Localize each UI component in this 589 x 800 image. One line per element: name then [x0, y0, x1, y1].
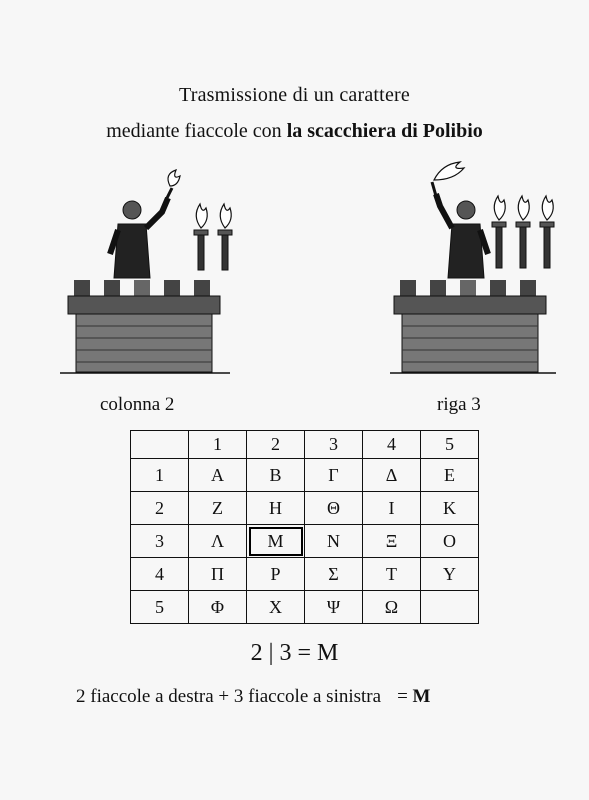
letter-cell: Φ — [189, 591, 247, 624]
row-header: 1 — [131, 459, 189, 492]
table-row — [131, 492, 479, 525]
torchbearer-figure — [110, 170, 180, 278]
highlighted-letter-cell: Μ — [247, 525, 305, 558]
explanation — [76, 686, 430, 708]
row-header: 4 — [131, 558, 189, 591]
table-row — [131, 525, 479, 558]
explanation-equals: = — [397, 686, 408, 707]
letter-cell: Ρ — [247, 558, 305, 591]
column-header: 2 — [247, 431, 305, 459]
letter-cell — [421, 591, 479, 624]
letter-cell: Θ — [305, 492, 363, 525]
tower-body-right — [390, 280, 556, 373]
torches-right — [492, 196, 554, 268]
letter-cell: Ε — [421, 459, 479, 492]
letter-cell: Ψ — [305, 591, 363, 624]
letter-cell: Ω — [363, 591, 421, 624]
explanation-result: M — [412, 686, 431, 707]
column-header: 4 — [363, 431, 421, 459]
column-header: 3 — [305, 431, 363, 459]
left-tower-illustration — [60, 168, 240, 376]
table-row — [131, 459, 479, 492]
letter-cell: Γ — [305, 459, 363, 492]
letter-cell: Λ — [189, 525, 247, 558]
title-line-2-bold: la scacchiera di Polibio — [286, 120, 483, 142]
letter-cell: Υ — [421, 558, 479, 591]
title-line-2 — [0, 120, 589, 143]
table-row — [131, 558, 479, 591]
corner-cell — [131, 431, 189, 459]
letter-cell: Ν — [305, 525, 363, 558]
row-header: 3 — [131, 525, 189, 558]
letter-cell: Χ — [247, 591, 305, 624]
letter-cell: Π — [189, 558, 247, 591]
torches-left — [194, 204, 232, 270]
table-row — [131, 591, 479, 624]
letter-cell: Τ — [363, 558, 421, 591]
right-tower-illustration — [390, 158, 560, 376]
letter-cell: Ξ — [363, 525, 421, 558]
letter-cell: Α — [189, 459, 247, 492]
column-header: 5 — [421, 431, 479, 459]
tower-body-left — [60, 280, 230, 373]
title-line-2-prefix: mediante fiaccole con — [106, 120, 287, 142]
row-header: 2 — [131, 492, 189, 525]
header-row — [131, 431, 479, 459]
polybius-square — [130, 430, 479, 624]
torchbearer-figure — [432, 162, 488, 278]
letter-cell: Ζ — [189, 492, 247, 525]
caption-right: riga 3 — [437, 394, 481, 415]
letter-cell: Ο — [421, 525, 479, 558]
letter-cell: Η — [247, 492, 305, 525]
row-header: 5 — [131, 591, 189, 624]
letter-cell: Κ — [421, 492, 479, 525]
letter-cell: Σ — [305, 558, 363, 591]
letter-cell: Δ — [363, 459, 421, 492]
column-header: 1 — [189, 431, 247, 459]
title-line-1: Trasmissione di un carattere — [179, 84, 410, 106]
explanation-text: 2 fiaccole a destra + 3 fiaccole a sinistra — [76, 686, 382, 707]
letter-cell: Ι — [363, 492, 421, 525]
formula: 2 | 3 = M — [250, 640, 339, 666]
caption-left: colonna 2 — [100, 394, 175, 415]
letter-cell: Β — [247, 459, 305, 492]
